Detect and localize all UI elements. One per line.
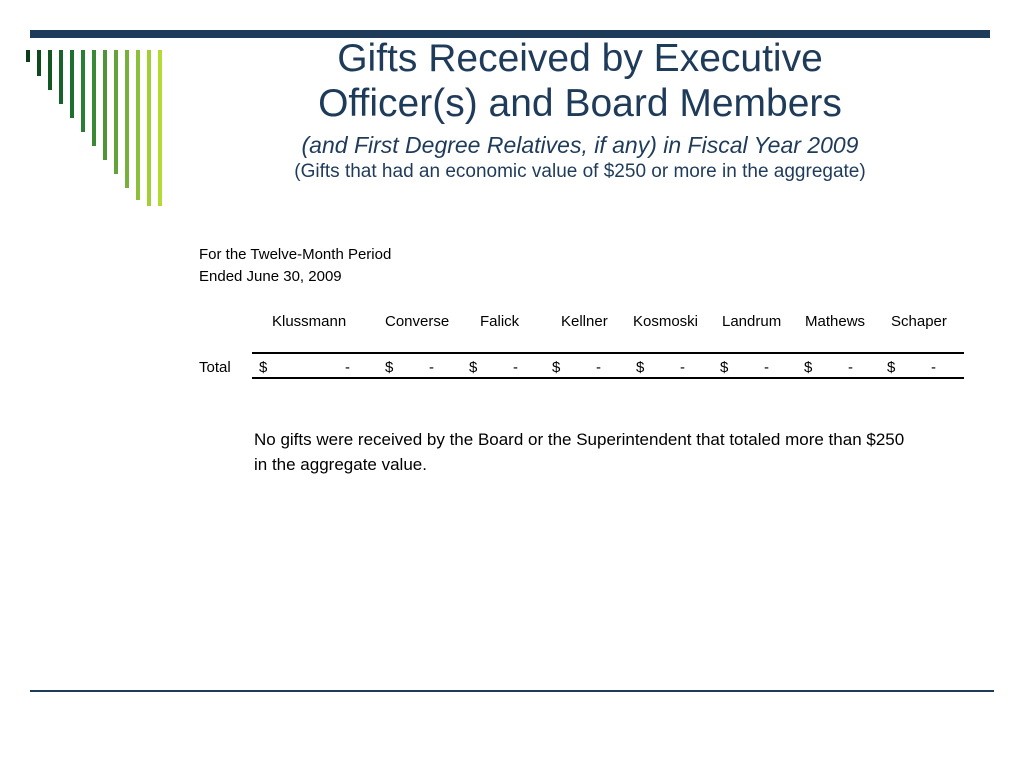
bottom-rule xyxy=(30,690,994,692)
total-cell-currency: $ xyxy=(636,359,645,376)
total-cell-value: - xyxy=(848,359,853,376)
no-gifts-note xyxy=(254,427,994,477)
decor-bar xyxy=(103,50,107,160)
decor-bar xyxy=(81,50,85,132)
total-cell-currency: $ xyxy=(552,359,561,376)
total-cell-value: - xyxy=(513,359,518,376)
page-subtitle-note: (Gifts that had an economic value of $250 or more in the aggregate) xyxy=(294,161,866,182)
total-cell-value: - xyxy=(931,359,936,376)
table-bottom-rule xyxy=(252,377,964,379)
total-cell-value: - xyxy=(596,359,601,376)
column-header-falick: Falick xyxy=(480,313,520,330)
column-header-mathews: Mathews xyxy=(805,313,866,330)
total-cell-currency: $ xyxy=(720,359,729,376)
column-header-landrum: Landrum xyxy=(722,313,782,330)
decor-bar xyxy=(48,50,52,90)
page-title-line1: Gifts Received by Executive xyxy=(337,37,823,80)
decor-bar xyxy=(158,50,162,206)
decor-bar xyxy=(59,50,63,104)
total-cell-value: - xyxy=(345,359,350,376)
total-row-label: Total xyxy=(199,359,231,376)
total-cell-currency: $ xyxy=(385,359,394,376)
decor-bar xyxy=(114,50,118,174)
decor-bar xyxy=(136,50,140,200)
total-cell-currency: $ xyxy=(259,359,268,376)
decor-bar xyxy=(70,50,74,118)
period-label-line1: For the Twelve-Month Period xyxy=(199,246,392,263)
column-header-kosmoski: Kosmoski xyxy=(633,313,699,330)
page-title-line2: Officer(s) and Board Members xyxy=(318,82,842,125)
page-subtitle: (and First Degree Relatives, if any) in Fiscal Year 2009 xyxy=(301,132,859,158)
decor-bar xyxy=(125,50,129,188)
column-header-kellner: Kellner xyxy=(561,313,608,330)
no-gifts-note-line1: No gifts were received by the Board or the Superintendent that totaled more than $250 xyxy=(254,430,905,449)
total-cell-value: - xyxy=(764,359,769,376)
column-header-schaper: Schaper xyxy=(891,313,947,330)
decor-bar xyxy=(37,50,41,76)
no-gifts-note-line2: in the aggregate value. xyxy=(254,455,427,474)
total-cell-currency: $ xyxy=(804,359,813,376)
column-header-klussmann: Klussmann xyxy=(272,313,347,330)
decor-bar xyxy=(26,50,30,62)
total-cell-currency: $ xyxy=(469,359,478,376)
title-block xyxy=(220,36,940,184)
decorative-bars xyxy=(0,0,180,215)
decor-bar xyxy=(147,50,151,206)
decor-bar xyxy=(92,50,96,146)
column-header-converse: Converse xyxy=(385,313,450,330)
table-top-rule xyxy=(252,352,964,354)
period-label-line2: Ended June 30, 2009 xyxy=(199,268,342,285)
total-cell-value: - xyxy=(680,359,685,376)
total-cell-currency: $ xyxy=(887,359,896,376)
total-cell-value: - xyxy=(429,359,434,376)
